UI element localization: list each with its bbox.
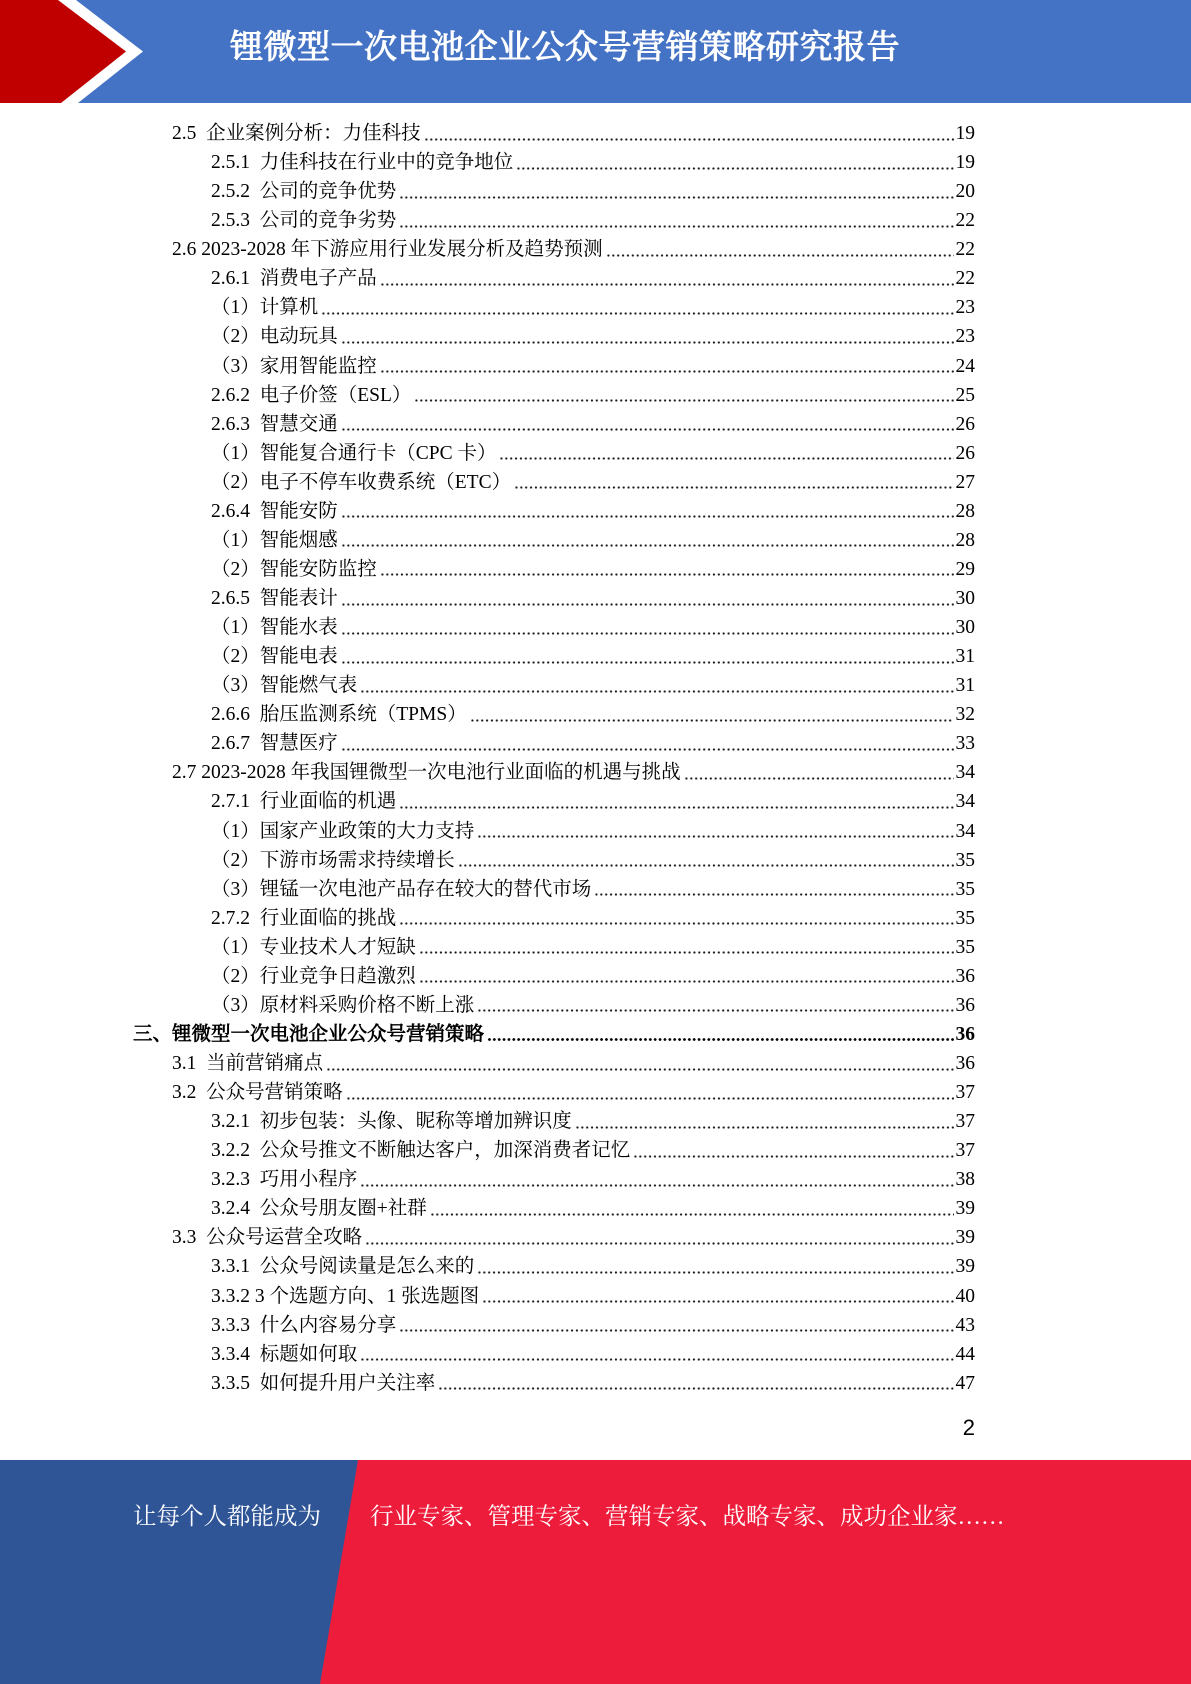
- toc-leader-dots: [487, 1020, 953, 1049]
- toc-entry-page-number: 36: [955, 994, 975, 1016]
- toc-entry-page-number: 37: [955, 1082, 975, 1104]
- toc-entry-title: 2.6 2023-2028 年下游应用行业发展分析及趋势预测: [172, 239, 603, 261]
- toc-entry-title: 3.3 公众号运营全攻略: [172, 1227, 363, 1249]
- toc-leader-dots: [575, 1107, 954, 1136]
- toc-entry-page-number: 36: [955, 1023, 975, 1045]
- toc-entry-title: （1）专业技术人才短缺: [211, 936, 416, 958]
- toc-leader-dots: [458, 846, 954, 875]
- toc-leader-dots: [424, 119, 954, 148]
- toc-entry-page-number: 44: [955, 1343, 975, 1365]
- toc-entry-title: 3.2.2 公众号推文不断触达客户，加深消费者记忆: [211, 1140, 631, 1162]
- toc-entry-title: 2.5.3 公司的竞争劣势: [211, 210, 397, 232]
- toc-entry-title: 3.3.2 3 个选题方向、1 张选题图: [211, 1285, 480, 1307]
- toc-entry-title: 2.6.6 胎压监测系统（TPMS）: [211, 704, 467, 726]
- toc-entry[interactable]: [0, 293, 975, 322]
- toc-entry-title: 3.2 公众号营销策略: [172, 1082, 343, 1104]
- toc-entry-page-number: 34: [955, 762, 975, 784]
- page-header: [0, 0, 1191, 103]
- footer-band-decoration: [0, 1460, 1191, 1684]
- toc-entry-title: 2.7 2023-2028 年我国锂微型一次电池行业面临的机遇与挑战: [172, 762, 681, 784]
- toc-leader-dots: [341, 322, 954, 351]
- toc-entry-title: 2.5 企业案例分析：力佳科技: [172, 123, 421, 144]
- toc-leader-dots: [380, 555, 954, 584]
- toc-leader-dots: [399, 787, 953, 816]
- toc-entry[interactable]: [0, 177, 975, 206]
- toc-entry-title: 2.5.1 力佳科技在行业中的竞争地位: [211, 152, 514, 174]
- toc-entry[interactable]: [0, 991, 975, 1020]
- toc-entry-title: （2）下游市场需求持续增长: [211, 849, 455, 871]
- toc-entry[interactable]: [0, 1252, 975, 1281]
- toc-entry-page-number: 39: [955, 1198, 975, 1220]
- toc-entry[interactable]: [0, 148, 975, 177]
- toc-entry-title: （2）行业竞争日趋激烈: [211, 965, 416, 987]
- toc-entry-title: 3.3.5 如何提升用户关注率: [211, 1372, 436, 1394]
- toc-leader-dots: [321, 293, 953, 322]
- toc-leader-dots: [360, 1340, 953, 1369]
- toc-entry-title: 3.3.3 什么内容易分享: [211, 1314, 397, 1336]
- toc-entry-title: （2）智能安防监控: [211, 558, 377, 580]
- toc-leader-dots: [477, 991, 953, 1020]
- toc-leader-dots: [684, 758, 954, 787]
- toc-entry-page-number: 22: [955, 268, 975, 290]
- toc-leader-dots: [360, 671, 953, 700]
- toc-entry-page-number: 31: [955, 675, 975, 697]
- toc-leader-dots: [477, 1252, 953, 1281]
- toc-entry-title: 2.7.2 行业面临的挑战: [211, 907, 397, 929]
- toc-entry-page-number: 24: [955, 355, 975, 377]
- toc-entry-title: （3）智能燃气表: [211, 675, 358, 697]
- toc-entry-page-number: 36: [955, 965, 975, 987]
- toc-entry[interactable]: [0, 729, 975, 758]
- toc-entry-page-number: 19: [955, 123, 975, 144]
- toc-entry-page-number: 28: [955, 529, 975, 551]
- toc-entry-page-number: 39: [955, 1256, 975, 1278]
- toc-leader-dots: [341, 729, 954, 758]
- toc-entry-page-number: 43: [955, 1314, 975, 1336]
- toc-leader-dots: [606, 235, 954, 264]
- toc-entry-title: （2）智能电表: [211, 646, 338, 668]
- toc-entry-page-number: 40: [955, 1285, 975, 1307]
- toc-entry-title: 2.6.3 智慧交通: [211, 413, 338, 435]
- toc-entry[interactable]: [0, 1223, 975, 1252]
- toc-entry[interactable]: [0, 700, 975, 729]
- toc-entry[interactable]: [0, 758, 975, 787]
- toc-entry[interactable]: [0, 439, 975, 468]
- toc-entry-title: 2.6.2 电子价签（ESL）: [211, 384, 412, 406]
- toc-entry[interactable]: [0, 1282, 975, 1311]
- toc-entry-page-number: 33: [955, 733, 975, 755]
- toc-entry[interactable]: [0, 381, 975, 410]
- toc-entry-page-number: 47: [955, 1372, 975, 1394]
- toc-leader-dots: [326, 1049, 953, 1078]
- toc-leader-dots: [516, 148, 953, 177]
- toc-entry-page-number: 32: [955, 704, 975, 726]
- toc-entry-title: （2）电子不停车收费系统（ETC）: [211, 471, 512, 493]
- toc-entry-title: 2.7.1 行业面临的机遇: [211, 791, 397, 813]
- toc-leader-dots: [380, 352, 954, 381]
- toc-entry[interactable]: [0, 1107, 975, 1136]
- toc-entry[interactable]: [0, 497, 975, 526]
- toc-entry-page-number: 38: [955, 1169, 975, 1191]
- toc-leader-dots: [360, 1165, 953, 1194]
- toc-leader-dots: [341, 642, 954, 671]
- toc-entry-page-number: 36: [955, 1053, 975, 1074]
- toc-entry[interactable]: [0, 1369, 975, 1398]
- toc-entry-page-number: 30: [955, 588, 975, 609]
- toc-entry[interactable]: [0, 846, 975, 875]
- toc-entry[interactable]: [0, 671, 975, 700]
- toc-entry[interactable]: [0, 933, 975, 962]
- toc-leader-dots: [346, 1078, 954, 1107]
- toc-entry-page-number: 20: [955, 181, 975, 203]
- toc-entry-page-number: 34: [955, 791, 975, 813]
- toc-leader-dots: [414, 381, 953, 410]
- toc-leader-dots: [341, 526, 954, 555]
- toc-entry-title: 3.3.4 标题如何取: [211, 1343, 358, 1365]
- toc-entry[interactable]: [0, 468, 975, 497]
- toc-entry-title: （1）国家产业政策的大力支持: [211, 820, 475, 842]
- toc-entry-page-number: 39: [955, 1227, 975, 1249]
- toc-entry[interactable]: [0, 1165, 975, 1194]
- toc-entry-title: （3）锂锰一次电池产品存在较大的替代市场: [211, 878, 592, 900]
- toc-list: [0, 119, 975, 1398]
- toc-entry-page-number: 35: [955, 849, 975, 871]
- toc-leader-dots: [499, 439, 953, 468]
- toc-entry-page-number: 37: [955, 1111, 975, 1133]
- toc-leader-dots: [365, 1223, 953, 1252]
- toc-entry-title: 3.2.4 公众号朋友圈+社群: [211, 1198, 427, 1220]
- toc-entry-page-number: 35: [955, 878, 975, 900]
- toc-leader-dots: [430, 1194, 954, 1223]
- toc-entry[interactable]: [0, 962, 975, 991]
- toc-leader-dots: [438, 1369, 953, 1398]
- footer-slogan-roles: 行业专家、管理专家、营销专家、战略专家、成功企业家……: [370, 1504, 1005, 1530]
- footer-slogan-lead: 让每个人都能成为: [133, 1504, 321, 1530]
- toc-entry-page-number: 23: [955, 326, 975, 348]
- toc-entry-title: 2.6.5 智能表计: [211, 588, 338, 609]
- toc-entry-title: （1）计算机: [211, 297, 319, 319]
- toc-entry-page-number: 35: [955, 936, 975, 958]
- toc-leader-dots: [399, 1311, 953, 1340]
- toc-leader-dots: [341, 584, 954, 613]
- toc-leader-dots: [419, 962, 954, 991]
- toc-entry-page-number: 26: [955, 442, 975, 464]
- toc-leader-dots: [399, 177, 953, 206]
- report-title: 锂微型一次电池企业公众号营销策略研究报告: [230, 28, 900, 65]
- toc-entry-page-number: 31: [955, 646, 975, 668]
- toc-entry[interactable]: [0, 584, 975, 613]
- toc-entry[interactable]: [0, 206, 975, 235]
- toc-entry[interactable]: [0, 817, 975, 846]
- toc-entry-page-number: 35: [955, 907, 975, 929]
- toc-leader-dots: [341, 410, 954, 439]
- toc-entry-title: 2.5.2 公司的竞争优势: [211, 181, 397, 203]
- toc-entry-page-number: 25: [955, 384, 975, 406]
- toc-entry[interactable]: [0, 1078, 975, 1107]
- toc-entry-page-number: 28: [955, 500, 975, 522]
- toc-entry-page-number: 23: [955, 297, 975, 319]
- page-number: 2: [962, 1415, 975, 1440]
- toc-entry-title: 2.6.1 消费电子产品: [211, 268, 377, 290]
- toc-leader-dots: [482, 1282, 953, 1311]
- page-footer: [0, 1460, 1191, 1684]
- toc-entry-title: 3.3.1 公众号阅读量是怎么来的: [211, 1256, 475, 1278]
- toc-entry-title: 3.2.1 初步包装：头像、昵称等增加辨识度: [211, 1111, 572, 1133]
- toc-entry[interactable]: [0, 555, 975, 584]
- toc-entry-title: 3.2.3 巧用小程序: [211, 1169, 358, 1191]
- toc-entry[interactable]: [0, 1340, 975, 1369]
- toc-entry-title: 3.1 当前营销痛点: [172, 1053, 324, 1074]
- toc-entry-page-number: 30: [955, 617, 975, 639]
- toc-entry-page-number: 34: [955, 820, 975, 842]
- toc-entry-title: （2）电动玩具: [211, 326, 338, 348]
- toc-entry-title: （3）原材料采购价格不断上涨: [211, 994, 475, 1016]
- toc-leader-dots: [514, 468, 953, 497]
- toc-entry-title: （1）智能水表: [211, 617, 338, 639]
- toc-entry-page-number: 37: [955, 1140, 975, 1162]
- toc-entry-title: （1）智能复合通行卡（CPC 卡）: [211, 442, 497, 464]
- toc-entry[interactable]: [0, 1311, 975, 1340]
- toc-entry[interactable]: [0, 235, 975, 264]
- toc-leader-dots: [399, 904, 953, 933]
- toc-leader-dots: [419, 933, 954, 962]
- toc-leader-dots: [633, 1136, 953, 1165]
- toc-entry-title: 2.6.7 智慧医疗: [211, 733, 338, 755]
- toc-entry[interactable]: [0, 526, 975, 555]
- toc-entry-page-number: 22: [955, 210, 975, 232]
- toc-entry[interactable]: [0, 410, 975, 439]
- toc-entry[interactable]: [0, 875, 975, 904]
- toc-entry[interactable]: [0, 787, 975, 816]
- toc-entry-title: 2.6.4 智能安防: [211, 500, 338, 522]
- toc-leader-dots: [341, 497, 954, 526]
- toc-entry-title: 三、锂微型一次电池企业公众号营销策略: [133, 1023, 485, 1045]
- toc-leader-dots: [594, 875, 953, 904]
- toc-leader-dots: [399, 206, 953, 235]
- toc-leader-dots: [477, 817, 953, 846]
- toc-entry[interactable]: [0, 904, 975, 933]
- toc-entry[interactable]: [0, 613, 975, 642]
- toc-entry[interactable]: [0, 1194, 975, 1223]
- toc-entry[interactable]: [0, 642, 975, 671]
- toc-entry-title: （3）家用智能监控: [211, 355, 377, 377]
- toc-entry[interactable]: [0, 322, 975, 351]
- toc-entry[interactable]: [0, 264, 975, 293]
- toc-entry-page-number: 19: [955, 152, 975, 174]
- toc-entry-page-number: 22: [955, 239, 975, 261]
- toc-entry[interactable]: [0, 352, 975, 381]
- toc-entry-page-number: 27: [955, 471, 975, 493]
- toc-chapter-entry[interactable]: [0, 1020, 975, 1049]
- toc-leader-dots: [470, 700, 954, 729]
- toc-entry[interactable]: [0, 1049, 975, 1078]
- toc-entry[interactable]: [0, 119, 975, 148]
- toc-entry-page-number: 26: [955, 413, 975, 435]
- toc-entry[interactable]: [0, 1136, 975, 1165]
- toc-entry-page-number: 29: [955, 558, 975, 580]
- toc-entry-title: （1）智能烟感: [211, 529, 338, 551]
- toc-leader-dots: [380, 264, 954, 293]
- toc-leader-dots: [341, 613, 954, 642]
